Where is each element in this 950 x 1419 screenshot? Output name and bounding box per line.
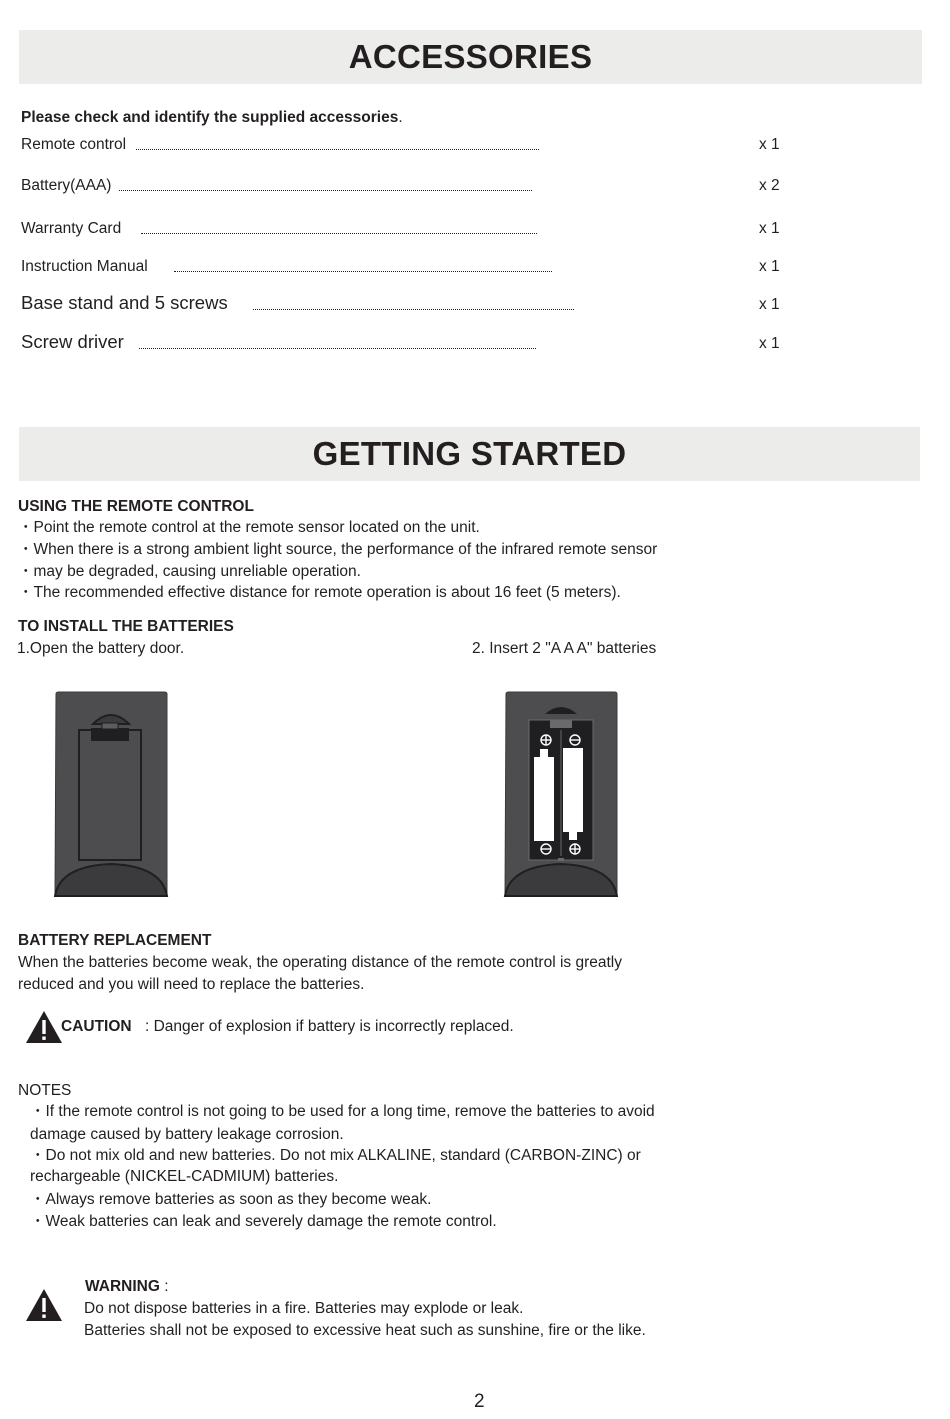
accessory-qty: x 1 xyxy=(759,258,780,275)
page-number: 2 xyxy=(474,1391,485,1412)
accessory-qty: x 1 xyxy=(759,220,780,237)
accessory-row-warranty xyxy=(21,216,791,240)
remote-bullet: ・When there is a strong ambient light source, the performance of the infrared remote sensor xyxy=(18,541,658,558)
accessory-row-base-stand xyxy=(21,292,791,316)
install-step-1: 1.Open the battery door. xyxy=(17,640,185,657)
accessory-name: Screw driver xyxy=(21,331,124,352)
accessories-title: ACCESSORIES xyxy=(348,38,593,75)
replacement-heading: BATTERY REPLACEMENT xyxy=(18,932,212,949)
accessory-qty: x 1 xyxy=(759,296,780,313)
accessories-banner xyxy=(19,30,922,84)
notes-line: ・Do not mix old and new batteries. Do not mix ALKALINE, standard (CARBON-ZINC) or xyxy=(30,1147,641,1164)
remote-bullet: ・Point the remote control at the remote sensor located on the unit. xyxy=(18,519,480,536)
accessory-row-battery xyxy=(21,173,791,197)
replacement-line: When the batteries become weak, the operating distance of the remote control is greatly xyxy=(18,954,622,971)
accessory-name: Warranty Card xyxy=(21,220,122,237)
install-step-2: 2. Insert 2 "A A A" batteries xyxy=(472,640,657,657)
remote-door-open-illustration xyxy=(500,690,622,900)
accessory-qty: x 1 xyxy=(759,335,780,352)
getting-started-title: GETTING STARTED xyxy=(312,435,627,472)
leader-dots xyxy=(119,190,532,191)
notes-line: ・Weak batteries can leak and severely damage the remote control. xyxy=(30,1213,497,1230)
notes-heading: NOTES xyxy=(18,1082,72,1099)
caution-label: CAUTION xyxy=(61,1018,132,1035)
accessory-name: Remote control xyxy=(21,136,127,153)
replacement-line: reduced and you will need to replace the batteries. xyxy=(18,976,365,993)
caution-text: : Danger of explosion if battery is incorrectly replaced. xyxy=(145,1018,514,1035)
warning-line: Batteries shall not be exposed to excessive heat such as sunshine, fire or the like. xyxy=(84,1322,646,1339)
getting-started-banner xyxy=(19,427,920,481)
accessory-qty: x 1 xyxy=(759,136,780,153)
accessory-name: Battery(AAA) xyxy=(21,177,112,194)
leader-dots xyxy=(136,149,539,150)
notes-line: rechargeable (NICKEL-CADMIUM) batteries. xyxy=(30,1168,339,1185)
remote-heading: USING THE REMOTE CONTROL xyxy=(18,498,254,515)
accessory-row-remote xyxy=(21,132,791,156)
leader-dots xyxy=(141,233,537,234)
install-heading: TO INSTALL THE BATTERIES xyxy=(18,618,234,635)
warning-label: WARNING xyxy=(85,1278,160,1295)
warning-heading: WARNING : xyxy=(85,1278,169,1295)
remote-bullet: ・may be degraded, causing unreliable operation. xyxy=(18,563,361,580)
notes-line: ・If the remote control is not going to be used for a long time, remove the batteries to avoid xyxy=(30,1103,655,1120)
remote-door-closed-illustration xyxy=(50,690,172,900)
warning-line: Do not dispose batteries in a fire. Batteries may explode or leak. xyxy=(84,1300,524,1317)
notes-line: ・Always remove batteries as soon as they become weak. xyxy=(30,1191,432,1208)
notes-line: damage caused by battery leakage corrosion. xyxy=(30,1126,344,1143)
accessories-intro: Please check and identify the supplied accessories. xyxy=(21,109,403,126)
accessory-row-screw-driver xyxy=(21,331,791,355)
warning-triangle-icon xyxy=(24,1009,64,1045)
accessory-qty: x 2 xyxy=(759,177,780,194)
remote-bullet: ・The recommended effective distance for remote operation is about 16 feet (5 meters). xyxy=(18,584,621,601)
leader-dots xyxy=(139,348,536,349)
accessory-name: Instruction Manual xyxy=(21,258,148,275)
leader-dots xyxy=(174,271,552,272)
warning-triangle-icon xyxy=(24,1287,64,1323)
accessory-name: Base stand and 5 screws xyxy=(21,292,228,313)
leader-dots xyxy=(253,309,574,310)
accessory-row-manual xyxy=(21,254,791,278)
